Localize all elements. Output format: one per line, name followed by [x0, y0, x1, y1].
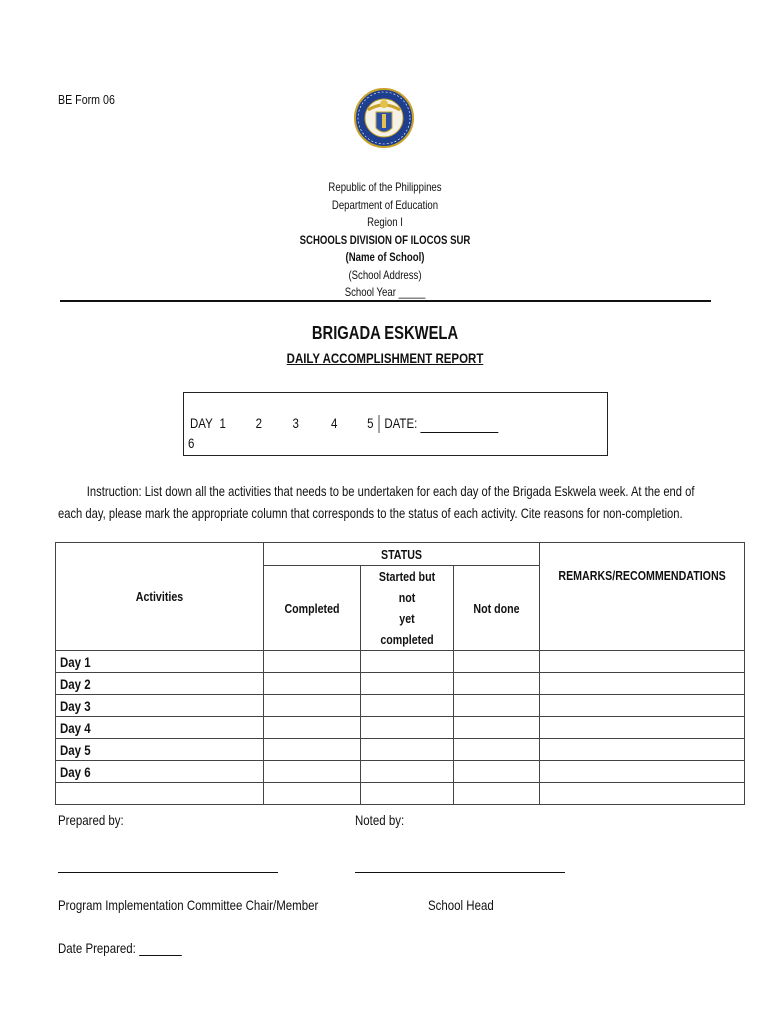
row-day-cell	[56, 673, 264, 695]
date-prepared-input-line[interactable]	[139, 941, 182, 956]
row-day-label: Day 1	[60, 653, 91, 670]
started-cell[interactable]	[361, 651, 454, 673]
col-activities	[56, 543, 264, 651]
noted-by-label: Noted by:	[355, 812, 405, 828]
not-done-cell[interactable]	[454, 761, 540, 783]
day-option-6[interactable]: 6	[188, 435, 195, 451]
prepared-by-signature-line[interactable]	[58, 872, 278, 873]
header-school-year: School Year _____	[344, 285, 426, 299]
noted-by-signature-line[interactable]	[355, 872, 565, 873]
day-option-1[interactable]: 1	[219, 415, 226, 431]
col-not-done-label: Not done	[473, 600, 520, 616]
date-label: DATE:	[384, 415, 418, 431]
deped-seal-icon	[354, 74, 414, 174]
remarks-cell[interactable]	[540, 717, 745, 739]
date-input-line[interactable]	[421, 418, 499, 433]
not-done-cell[interactable]	[454, 673, 540, 695]
header-school-address: (School Address)	[348, 267, 422, 282]
header-school-name: (Name of School)	[345, 250, 425, 264]
remarks-cell[interactable]	[540, 673, 745, 695]
col-completed	[264, 566, 361, 651]
not-done-cell[interactable]	[454, 783, 540, 805]
started-cell[interactable]	[361, 695, 454, 717]
page-subtitle	[69, 350, 700, 366]
row-day-cell	[56, 695, 264, 717]
completed-cell[interactable]	[264, 651, 361, 673]
header-department: Department of Education	[331, 197, 439, 212]
table-row	[56, 695, 745, 717]
remarks-cell[interactable]	[540, 783, 745, 805]
row-day-label: Day 6	[60, 763, 91, 780]
started-cell[interactable]	[361, 739, 454, 761]
remarks-cell[interactable]	[540, 651, 745, 673]
started-cell[interactable]	[361, 761, 454, 783]
started-cell[interactable]	[361, 717, 454, 739]
completed-cell[interactable]	[264, 739, 361, 761]
row-day-label: Day 4	[60, 719, 91, 736]
day-selector-row	[190, 415, 498, 433]
prepared-by-label: Prepared by:	[58, 812, 124, 828]
row-day-label: Day 5	[60, 741, 91, 758]
table-row	[56, 673, 745, 695]
col-started-label-2: yet	[399, 611, 415, 626]
date-prepared-label: Date Prepared:	[58, 940, 136, 956]
day-option-3[interactable]: 3	[292, 415, 299, 431]
col-remarks	[540, 543, 745, 651]
table-row	[56, 651, 745, 673]
not-done-cell[interactable]	[454, 651, 540, 673]
table-row	[56, 761, 745, 783]
day-option-5[interactable]: 5	[367, 415, 374, 431]
completed-cell[interactable]	[264, 717, 361, 739]
prepared-role: Program Implementation Committee Chair/Member	[58, 897, 319, 913]
noted-role: School Head	[428, 897, 494, 913]
col-status-label: STATUS	[380, 546, 423, 562]
table-row	[56, 739, 745, 761]
date-prepared-row	[58, 940, 182, 956]
instruction-text	[58, 480, 714, 524]
header-divider	[60, 300, 711, 302]
header-division: SCHOOLS DIVISION OF ILOCOS SUR	[299, 232, 471, 247]
col-started	[361, 566, 454, 651]
table-row	[56, 783, 745, 805]
table-row	[56, 717, 745, 739]
row-day-cell	[56, 739, 264, 761]
row-day-cell	[56, 717, 264, 739]
col-started-label-3: completed	[380, 632, 434, 647]
row-day-label: Day 3	[60, 697, 91, 714]
day-label: DAY	[190, 415, 213, 431]
day-option-2[interactable]: 2	[255, 415, 262, 431]
header-republic: Republic of the Philippines	[328, 180, 442, 194]
col-completed-label: Completed	[284, 600, 340, 616]
subtitle-text: DAILY ACCOMPLISHMENT REPORT	[286, 350, 484, 366]
started-cell[interactable]	[361, 673, 454, 695]
header-region: Region I	[367, 215, 403, 229]
col-remarks-label: REMARKS/RECOMMENDATIONS	[558, 568, 726, 583]
day-date-box	[183, 392, 608, 456]
day-date-separator	[379, 415, 383, 433]
col-not-done	[454, 566, 540, 651]
status-table	[55, 542, 745, 805]
page-title: BRIGADA ESKWELA	[311, 323, 459, 343]
row-day-cell	[56, 783, 264, 805]
row-day-cell	[56, 651, 264, 673]
not-done-cell[interactable]	[454, 739, 540, 761]
remarks-cell[interactable]	[540, 695, 745, 717]
remarks-cell[interactable]	[540, 739, 745, 761]
row-day-label: Day 2	[60, 675, 91, 692]
started-cell[interactable]	[361, 783, 454, 805]
completed-cell[interactable]	[264, 673, 361, 695]
col-status	[264, 543, 540, 566]
remarks-cell[interactable]	[540, 761, 745, 783]
day-option-4[interactable]: 4	[331, 415, 338, 431]
not-done-cell[interactable]	[454, 717, 540, 739]
completed-cell[interactable]	[264, 783, 361, 805]
completed-cell[interactable]	[264, 695, 361, 717]
not-done-cell[interactable]	[454, 695, 540, 717]
col-activities-label: Activities	[135, 589, 184, 604]
col-started-label-1: Started but not	[378, 569, 436, 605]
row-day-cell	[56, 761, 264, 783]
instruction-body: Instruction: List down all the activities that needs to be undertaken for each day of the Brigada Eskwela week. At the end of each day, please mark the appropriate column that corresponds to the status of each activity. Cite reasons for non-completion.	[58, 483, 695, 521]
completed-cell[interactable]	[264, 761, 361, 783]
form-code: BE Form 06	[58, 92, 115, 107]
school-header	[0, 179, 770, 302]
